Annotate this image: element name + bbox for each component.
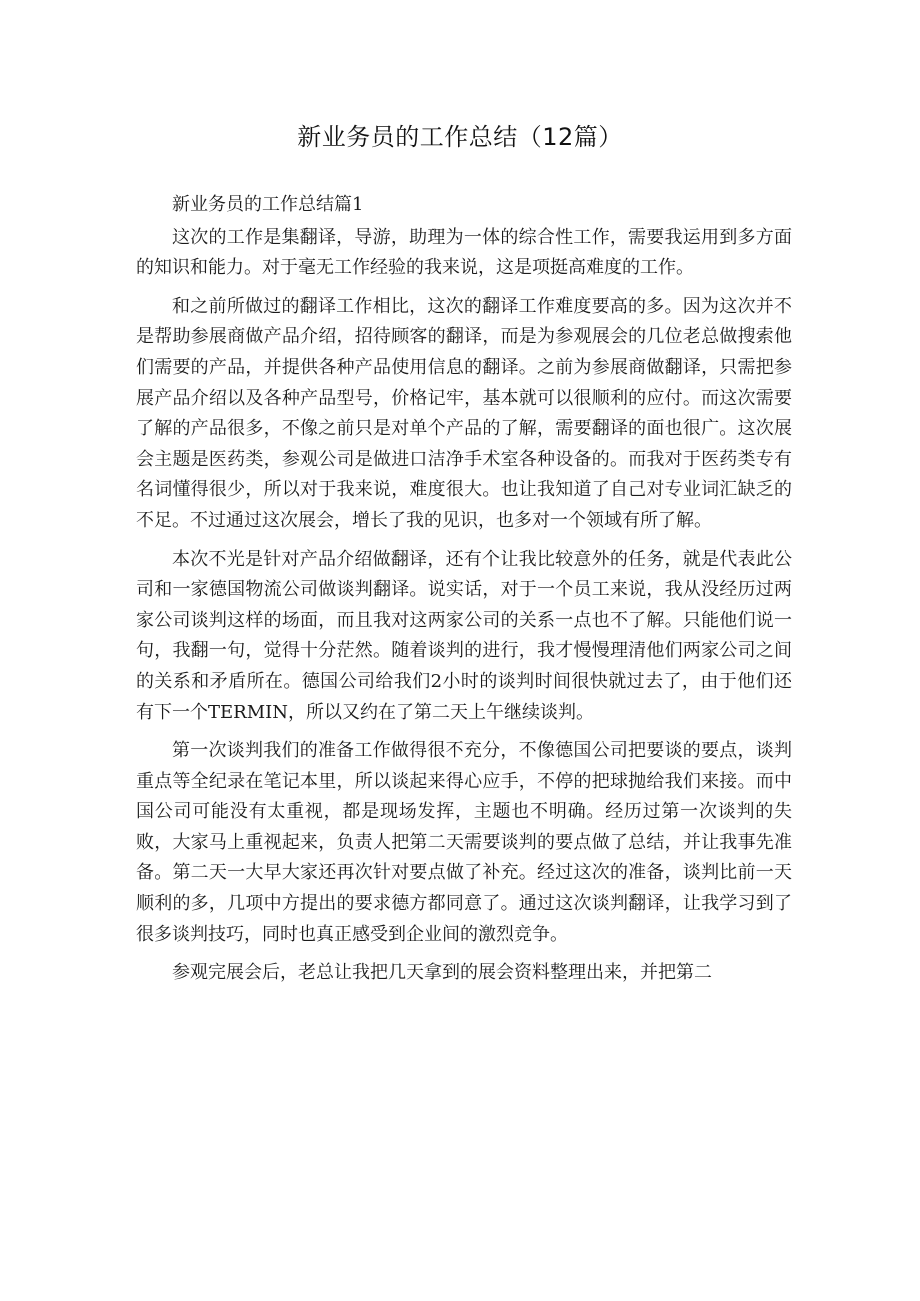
paragraph-4: 第一次谈判我们的准备工作做得很不充分，不像德国公司把要谈的要点，谈判重点等全纪录在笔记本里，所以谈起来得心应手，不停的把球抛给我们来接。而中国公司可能没有太重视，都是现场发挥，主题也不明确。经历过第一次谈判的失败，大家马上重视起来，负责人把第二天需要谈判的要点做了总结，并让我事先准备。第二天一大早大家还再次针对要点做了补充。经过这次的准备，谈判比前一天顺利的多，几项中方提出的要求德方都同意了。通过这次谈判翻译，让我学习到了很多谈判技巧，同时也真正感受到企业间的激烈竞争。: [136, 740, 792, 945]
document-title: 新业务员的工作总结（12篇）: [297, 123, 623, 151]
document-body: [136, 190, 792, 997]
paragraph-5: 参观完展会后，老总让我把几天拿到的展会资料整理出来，并把第二: [172, 962, 712, 984]
section-heading: 新业务员的工作总结篇1: [172, 194, 364, 215]
paragraph-3: 本次不光是针对产品介绍做翻译，还有个让我比较意外的任务，就是代表此公司和一家德国物流公司做谈判翻译。说实话，对于一个员工来说，我从没经历过两家公司谈判这样的场面，而且我对这两家公司的关系一点也不了解。只能他们说一句，我翻一句，觉得十分茫然。随着谈判的进行，我才慢慢理清他们两家公司之间的关系和矛盾所在。德国公司给我们2小时的谈判时间很快就过去了，由于他们还有下一个TERMIN，所以又约在了第二天上午继续谈判。: [136, 548, 792, 723]
paragraph-2: 和之前所做过的翻译工作相比，这次的翻译工作难度要高的多。因为这次并不是帮助参展商做产品介绍，招待顾客的翻译，而是为参观展会的几位老总做搜索他们需要的产品，并提供各种产品使用信息的翻译。之前为参展商做翻译，只需把参展产品介绍以及各种产品型号，价格记牢，基本就可以很顺利的应付。而这次需要了解的产品很多，不像之前只是对单个产品的了解，需要翻译的面也很广。这次展会主题是医药类，参观公司是做进口洁净手术室各种设备的。而我对于医药类专有名词懂得很少，所以对于我来说，难度很大。也让我知道了自己对专业词汇缺乏的不足。不过通过这次展会，增长了我的见识，也多对一个领域有所了解。: [136, 295, 792, 531]
paragraph-1: 这次的工作是集翻译，导游，助理为一体的综合性工作，需要我运用到多方面的知识和能力。对于毫无工作经验的我来说，这是项挺高难度的工作。: [136, 226, 792, 279]
